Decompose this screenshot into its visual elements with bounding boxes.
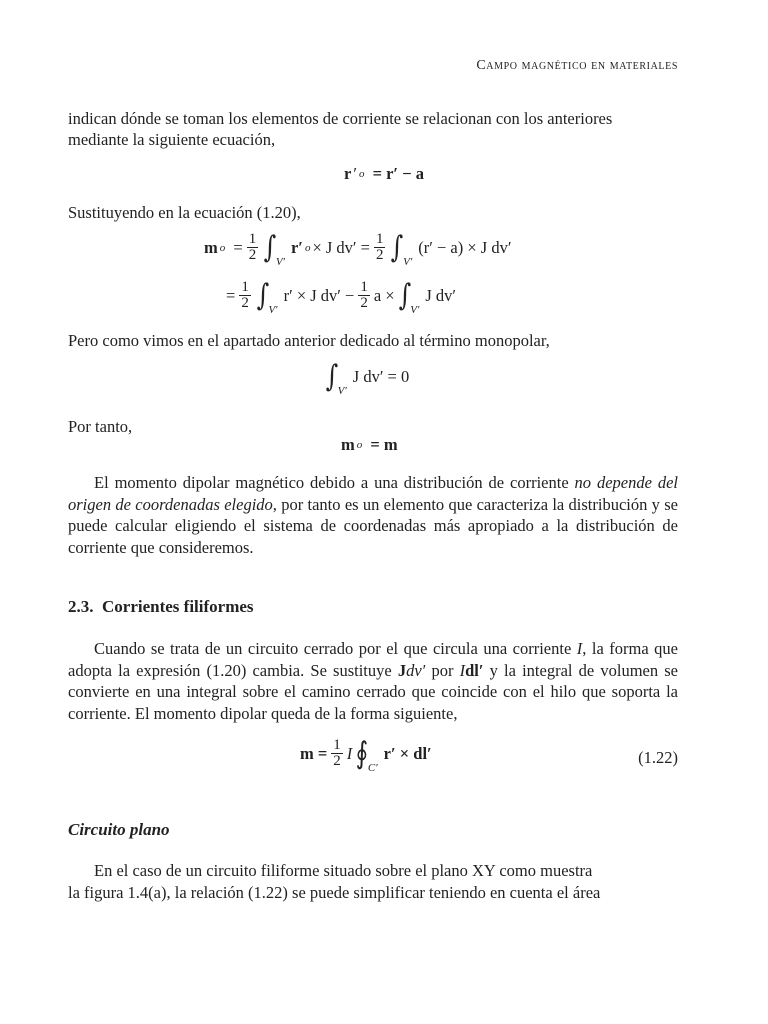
integral-sign: ∫ bbox=[398, 277, 411, 313]
fraction: $\frac{1}{2}$ bbox=[333, 737, 341, 769]
eq-equals: = bbox=[233, 237, 243, 257]
equation-mo-line2 bbox=[226, 277, 457, 316]
eq-current: I bbox=[346, 743, 353, 763]
subsection-heading: Circuito plano bbox=[68, 820, 170, 839]
integral-domain: V′ bbox=[268, 303, 278, 316]
fraction: $\frac{1}{2}$ bbox=[241, 279, 249, 311]
eq-term: (r′ − a) × J dv′ bbox=[418, 237, 512, 257]
integral-domain: V′ bbox=[275, 255, 285, 268]
eq-prime: ′ bbox=[353, 164, 357, 183]
equation-mo-line1 bbox=[204, 229, 512, 268]
eq-rhs: = r′ − a bbox=[372, 164, 424, 183]
paragraph-line: Por tanto, bbox=[68, 417, 133, 436]
eq-term: r′ × J dv′ − bbox=[283, 285, 355, 305]
fraction: $\frac{1}{2}$ bbox=[360, 279, 368, 311]
integral-sign: ∫ bbox=[256, 277, 269, 313]
eq-subscript: o bbox=[304, 241, 311, 254]
fraction: $\frac{1}{2}$ bbox=[248, 231, 257, 263]
eq-term: J dv′ bbox=[425, 285, 457, 305]
section-number: 2.3. bbox=[68, 597, 94, 616]
paragraph-filiformes: Cuando se trata de un circuito cerrado por el que circula una corriente I, la forma que adopta la expresión (1.20) cambia. Se sustituye Jdv′ por Idl′ y la integral de volumen se convierte en una integral sobre el camino cerrado que coincide con el hilo que soporta la corriente. El momento dipolar queda de la forma siguiente, bbox=[68, 639, 678, 723]
paragraph-line: Pero como vimos en el apartado anterior dedicado al término monopolar, bbox=[68, 331, 550, 350]
eq-var: r bbox=[344, 164, 352, 183]
eq-body: r′ × dl′ bbox=[383, 743, 432, 763]
integral-sign: ∫ bbox=[325, 359, 339, 394]
paragraph-line: Sustituyendo en la ecuación (1.20), bbox=[68, 203, 301, 222]
equation-number: (1.22) bbox=[638, 748, 678, 767]
fraction: $\frac{1}{2}$ bbox=[375, 231, 384, 263]
eq-subscript: o bbox=[356, 439, 363, 451]
eq-body: J dv′ = 0 bbox=[352, 367, 410, 386]
integral-domain: V′ bbox=[403, 255, 413, 268]
paragraph-dipole: El momento dipolar magnético debido a una distribución de corriente no depende del origen de coordenadas elegido, por tanto es un elemento que caracteriza la distribución y se puede calcular eligiendo el sistema de coordenadas más apropiado a la distribución de corriente que consideremos. bbox=[68, 473, 678, 557]
eq-rhs: = m bbox=[370, 435, 398, 454]
integral-domain: C′ bbox=[367, 761, 378, 774]
section-heading bbox=[68, 597, 254, 617]
section-title: Corrientes filiformes bbox=[102, 597, 254, 616]
eq-subscript: o bbox=[358, 168, 365, 180]
equation-monopole-zero bbox=[324, 359, 410, 397]
paragraph-line: la figura 1.4(a), la relación (1.22) se puede simplificar teniendo en cuenta el área bbox=[68, 883, 601, 902]
equation-mo-equals-m bbox=[341, 435, 398, 455]
integral-sign: ∫ bbox=[263, 229, 277, 265]
paragraph-line: indican dónde se toman los elementos de corriente se relacionan con los anteriores bbox=[68, 109, 613, 128]
running-header: Campo magnético en materiales bbox=[476, 58, 678, 73]
eq-subscript: o bbox=[219, 241, 226, 254]
integral-domain: V′ bbox=[337, 385, 347, 397]
eq-term-rest: × J dv′ = bbox=[312, 237, 370, 257]
equation-1-22 bbox=[300, 735, 432, 774]
emphasis: no depende del origen de coordenadas elegido bbox=[68, 473, 678, 514]
eq-term: a × bbox=[373, 285, 395, 305]
eq-equals: = bbox=[226, 285, 236, 305]
eq-var: m bbox=[341, 435, 355, 454]
integral-sign: ∫ bbox=[391, 229, 404, 265]
contour-integral-sign: ∮ bbox=[355, 735, 369, 771]
paragraph-line: En el caso de un circuito filiforme situado sobre el plano XY como muestra bbox=[94, 861, 593, 880]
integral-domain: V′ bbox=[410, 303, 420, 316]
eq-var: m bbox=[204, 237, 218, 257]
eq-lhs: m = bbox=[300, 743, 328, 763]
equation-origin-shift bbox=[0, 164, 768, 184]
paragraph-line: mediante la siguiente ecuación, bbox=[68, 130, 276, 149]
eq-term: r′ bbox=[290, 237, 303, 257]
